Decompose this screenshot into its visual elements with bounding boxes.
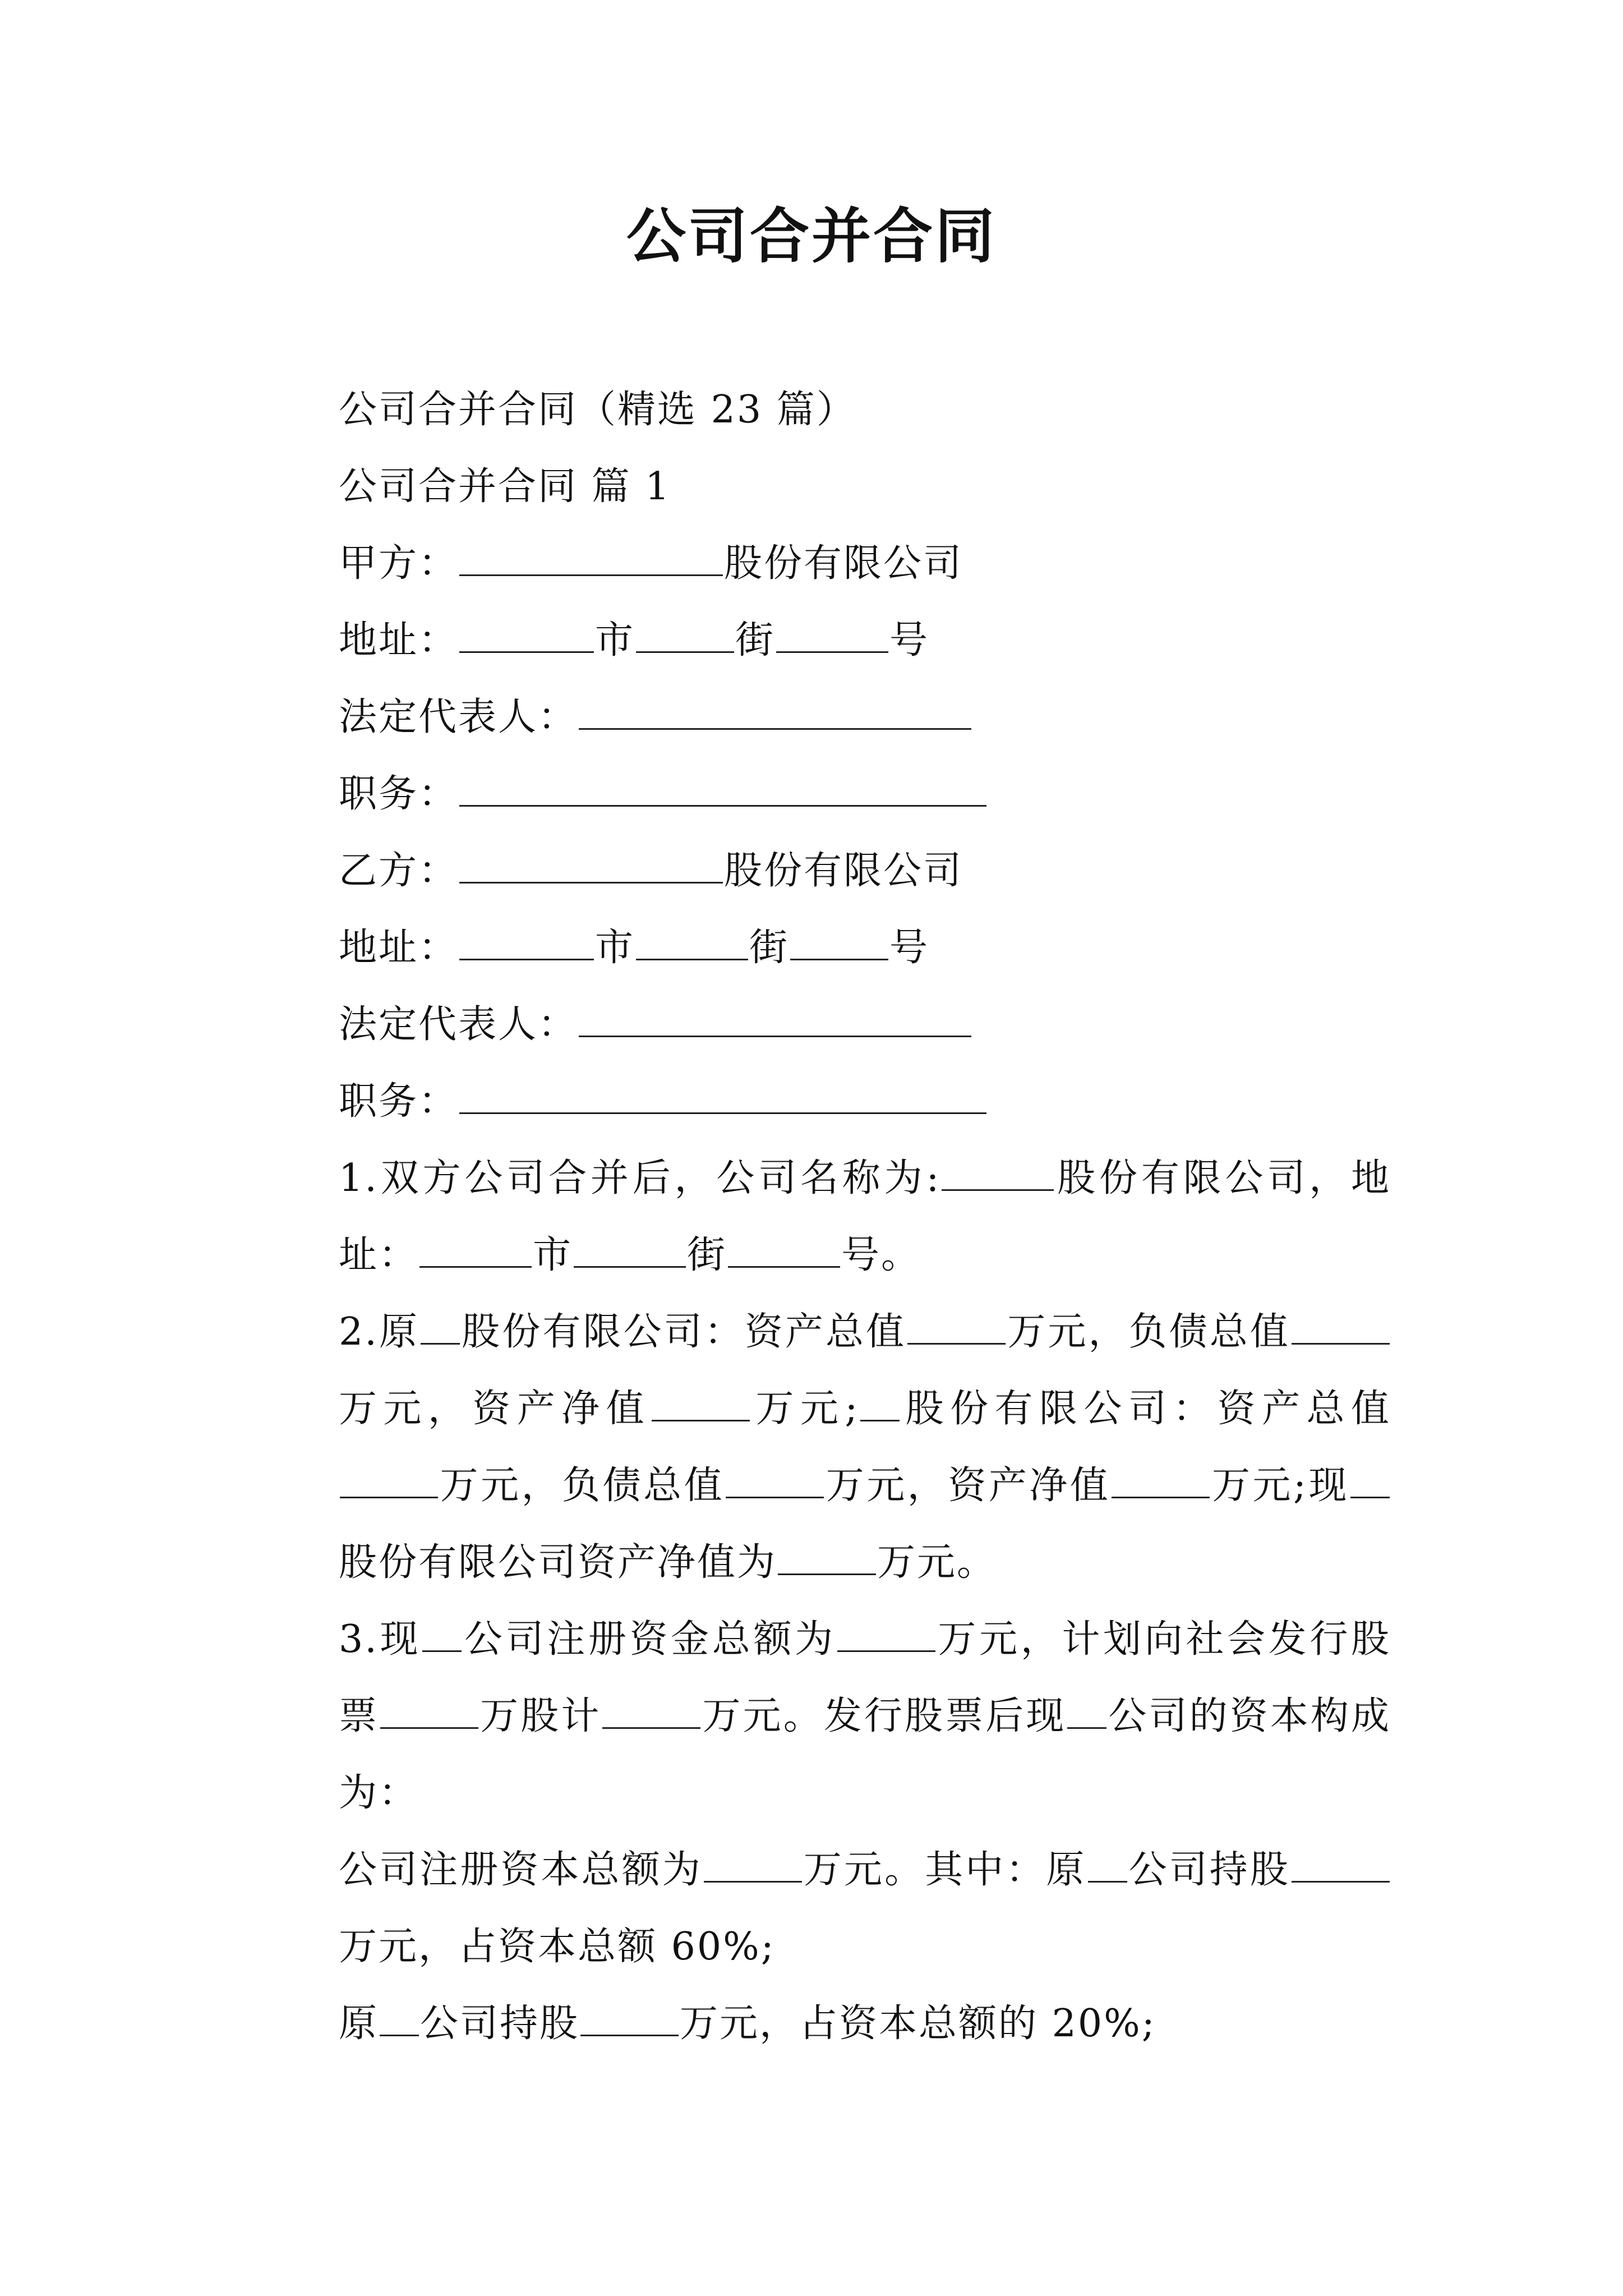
clause-text: 万元。发行股票后现 xyxy=(702,1694,1067,1738)
blank-line xyxy=(728,1234,840,1268)
blank-line xyxy=(579,696,971,730)
blank-line xyxy=(380,1695,478,1729)
street-label: 街 xyxy=(749,926,790,970)
party-a-label: 甲方： xyxy=(339,541,459,586)
clause-1 xyxy=(249,1140,1391,1294)
blank-line xyxy=(1112,1464,1210,1498)
clause-text: 公司持股 xyxy=(420,2001,580,2046)
number-label: 号 xyxy=(889,618,930,662)
blank-line xyxy=(459,619,594,653)
party-a-title-line xyxy=(249,756,1391,832)
blank-line xyxy=(1292,1310,1390,1345)
clause-text: 万元;现 xyxy=(1211,1464,1349,1508)
title-label: 职务： xyxy=(339,772,459,816)
blank-line xyxy=(704,1848,802,1883)
clause-text: 股份有限公司资产净值为 xyxy=(339,1540,777,1585)
city-label: 市 xyxy=(595,618,635,662)
clause-text: 公司注册资金总额为 xyxy=(463,1617,836,1662)
clause-text: 万元，占资本总额 60%; xyxy=(339,1925,776,1969)
blank-line xyxy=(580,2002,679,2036)
blank-line xyxy=(459,1080,986,1114)
blank-line xyxy=(1350,1464,1390,1498)
clause-text: 地址： xyxy=(339,1156,1391,1277)
blank-line xyxy=(837,1618,935,1652)
blank-line xyxy=(776,619,888,653)
subtitle: 公司合并合同（精选 23 篇） xyxy=(339,388,856,432)
clause-3 xyxy=(249,1601,1391,1832)
party-b-line xyxy=(249,832,1391,909)
clause-text: 万元。其中：原 xyxy=(803,1848,1087,1892)
clause-text: 万元，负债总值 xyxy=(439,1464,725,1508)
blank-line xyxy=(459,849,723,884)
clause-text: 万元。 xyxy=(877,1540,997,1585)
blank-line xyxy=(636,619,734,653)
party-a-line xyxy=(249,525,1391,602)
blank-line xyxy=(652,1387,750,1421)
clause-text: 号。 xyxy=(841,1233,921,1277)
clause-text: 万元，占资本总额的 20%; xyxy=(680,2001,1156,2046)
blank-line xyxy=(726,1464,824,1498)
clause-text: 万元，资产净值 xyxy=(825,1464,1111,1508)
blank-line xyxy=(1067,1695,1106,1729)
blank-line xyxy=(790,926,888,960)
blank-line xyxy=(421,1310,460,1345)
title-label: 职务： xyxy=(339,1079,459,1124)
blank-line xyxy=(1088,1848,1127,1883)
blank-line xyxy=(380,2002,419,2036)
blank-line xyxy=(778,1541,876,1575)
clause-text: 市 xyxy=(533,1233,573,1277)
clause-2 xyxy=(249,1294,1391,1601)
blank-line xyxy=(636,926,748,960)
blank-line xyxy=(419,1234,532,1268)
party-b-company-suffix: 股份有限公司 xyxy=(724,849,963,893)
blank-line xyxy=(942,1157,1054,1191)
blank-line xyxy=(459,542,723,576)
blank-line xyxy=(422,1618,462,1652)
party-b-title-line xyxy=(249,1063,1391,1140)
street-label: 街 xyxy=(735,618,776,662)
rep-label: 法定代表人： xyxy=(339,695,578,739)
clause-text: 公司注册资本总额为 xyxy=(339,1848,703,1892)
blank-line xyxy=(459,926,594,960)
clause-text: 原 xyxy=(339,2001,379,2046)
clause-text: 股份有限公司， xyxy=(1055,1156,1351,1200)
number-label: 号 xyxy=(889,926,930,970)
clause-4 xyxy=(249,1832,1391,1985)
address-label: 地址： xyxy=(339,618,459,662)
blank-line xyxy=(574,1234,686,1268)
party-a-address-line xyxy=(249,602,1391,679)
party-b-rep-line xyxy=(249,986,1391,1063)
blank-line xyxy=(1292,1848,1390,1883)
party-a-company-suffix: 股份有限公司 xyxy=(724,541,963,586)
clause-text: 2.原 xyxy=(339,1310,420,1354)
blank-line xyxy=(459,772,986,807)
clause-text: 3.现 xyxy=(339,1617,422,1662)
party-a-rep-line xyxy=(249,679,1391,756)
clause-text: 公司持股 xyxy=(1128,1848,1290,1892)
clause-text: 万股计 xyxy=(479,1694,602,1738)
clause-5 xyxy=(249,1985,1391,2062)
clause-text: 万元，资产净值 xyxy=(339,1387,651,1431)
clause-text: 街 xyxy=(687,1233,727,1277)
clause-text: 公司的资本构成为： xyxy=(339,1694,1391,1815)
clause-text: 1.双方公司合并后，公司名称为: xyxy=(339,1156,941,1200)
blank-line xyxy=(907,1310,1006,1345)
party-b-address-line xyxy=(249,909,1391,986)
document-body xyxy=(249,371,1391,2062)
clause-text: 万元; xyxy=(751,1387,860,1431)
clause-text: 股份有限公司：资产总值 xyxy=(461,1310,907,1354)
blank-line xyxy=(579,1003,971,1037)
party-b-label: 乙方： xyxy=(339,849,459,893)
blank-line xyxy=(602,1695,700,1729)
city-label: 市 xyxy=(595,926,635,970)
blank-line xyxy=(340,1464,438,1498)
rep-label: 法定代表人： xyxy=(339,1002,578,1047)
clause-text: 万元，计划向社会发行股票 xyxy=(339,1617,1391,1738)
blank-line xyxy=(860,1387,900,1421)
section-heading: 公司合并合同 篇 1 xyxy=(339,464,671,509)
clause-text: 股份有限公司：资产总值 xyxy=(901,1387,1391,1431)
clause-text: 万元，负债总值 xyxy=(1007,1310,1290,1354)
document-title: 公司合并合同 xyxy=(626,202,997,271)
address-label: 地址： xyxy=(339,926,459,970)
